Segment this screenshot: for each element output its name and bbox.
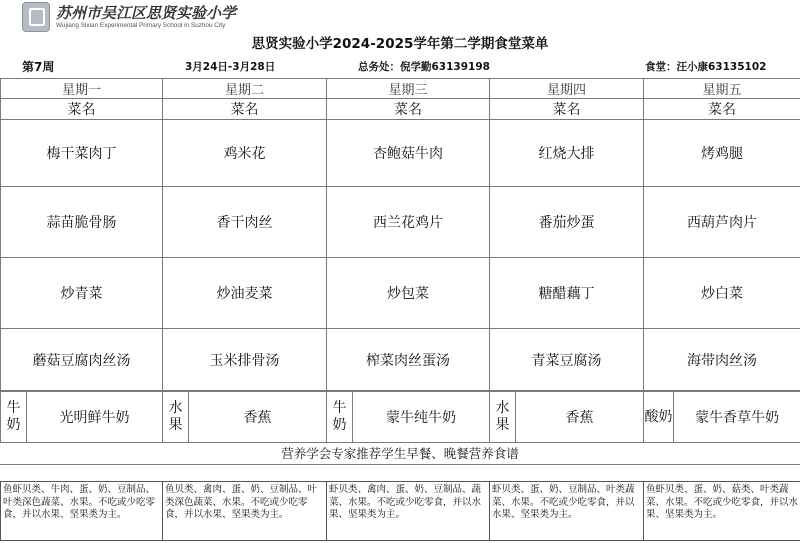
day-header: 星期二 xyxy=(163,79,327,99)
advice-cell: 虾贝类、禽肉、蛋、奶、豆制品、蔬菜、水果。不吃或少吃零食，并以水果、坚果类为主。 xyxy=(327,482,490,541)
dish-cell: 番茄炒蛋 xyxy=(490,187,644,258)
extra-item: 光明鲜牛奶 xyxy=(27,392,163,443)
day-header: 星期五 xyxy=(644,79,800,99)
info-row xyxy=(0,56,800,76)
recommendation-title: 营养学会专家推荐学生早餐、晚餐营养食谱 xyxy=(0,442,800,465)
dish-cell: 蒜苗脆骨肠 xyxy=(1,187,163,258)
dish-cell: 蘑菇豆腐肉丝汤 xyxy=(1,329,163,391)
dish-row xyxy=(1,329,800,391)
extra-item: 香蕉 xyxy=(189,392,327,443)
week-label: 第7周 xyxy=(22,60,55,74)
extra-item: 香蕉 xyxy=(516,392,644,443)
extra-item: 蒙牛纯牛奶 xyxy=(353,392,490,443)
dish-cell: 鸡米花 xyxy=(163,120,327,187)
dish-cell: 烤鸡腿 xyxy=(644,120,800,187)
advice-table xyxy=(0,481,800,541)
dish-cell: 西葫芦肉片 xyxy=(644,187,800,258)
advice-cell: 鱼虾贝类、蛋、奶、菇类、叶类蔬菜、水果。不吃或少吃零食，并以水果、坚果类为主。 xyxy=(644,482,800,541)
dish-cell: 炒包菜 xyxy=(327,258,490,329)
column-header: 菜名 xyxy=(490,99,644,120)
page-title: 思贤实验小学2024-2025学年第二学期食堂菜单 xyxy=(251,36,549,52)
dish-cell: 杏鲍菇牛肉 xyxy=(327,120,490,187)
dish-cell: 青菜豆腐汤 xyxy=(490,329,644,391)
office-contact: 总务处：倪学勤63139198 xyxy=(358,61,490,73)
school-logo-banner xyxy=(0,0,800,34)
dish-cell: 香干肉丝 xyxy=(163,187,327,258)
column-header-row xyxy=(1,99,800,120)
dish-cell: 糖醋藕丁 xyxy=(490,258,644,329)
extra-label: 牛奶 xyxy=(327,392,353,443)
dish-cell: 西兰花鸡片 xyxy=(327,187,490,258)
advice-cell: 鱼贝类、禽肉、蛋、奶、豆制品、叶类深色蔬菜、水果。不吃或少吃零食，并以水果、坚果类为主。 xyxy=(163,482,327,541)
advice-row xyxy=(1,482,800,541)
dish-row xyxy=(1,258,800,329)
day-header: 星期四 xyxy=(490,79,644,99)
canteen-contact: 食堂：汪小康63135102 xyxy=(645,61,767,73)
column-header: 菜名 xyxy=(327,99,490,120)
dish-cell: 炒白菜 xyxy=(644,258,800,329)
dish-row xyxy=(1,187,800,258)
dish-row xyxy=(1,120,800,187)
school-crest-icon xyxy=(22,2,50,32)
dish-cell: 炒油麦菜 xyxy=(163,258,327,329)
day-header: 星期一 xyxy=(1,79,163,99)
extra-item: 蒙牛香草牛奶 xyxy=(674,392,800,443)
day-header: 星期三 xyxy=(327,79,490,99)
column-header: 菜名 xyxy=(1,99,163,120)
date-range: 3月24日-3月28日 xyxy=(185,61,276,73)
dish-cell: 梅干菜肉丁 xyxy=(1,120,163,187)
column-header: 菜名 xyxy=(163,99,327,120)
dish-cell: 榨菜肉丝蛋汤 xyxy=(327,329,490,391)
column-header: 菜名 xyxy=(644,99,800,120)
extra-label: 水果 xyxy=(163,392,189,443)
day-header-row xyxy=(1,79,800,99)
advice-cell: 鱼虾贝类、牛肉、蛋、奶、豆制品、叶类深色蔬菜、水果。不吃或少吃零食，并以水果、坚果类为主。 xyxy=(1,482,163,541)
dish-cell: 红烧大排 xyxy=(490,120,644,187)
advice-cell: 虾贝类、蛋、奶、豆制品、叶类蔬菜、水果。不吃或少吃零食，并以水果、坚果类为主。 xyxy=(490,482,644,541)
extra-label: 牛奶 xyxy=(1,392,27,443)
extra-label: 水果 xyxy=(490,392,516,443)
extras-row xyxy=(1,392,800,443)
dish-cell: 炒青菜 xyxy=(1,258,163,329)
menu-table xyxy=(0,78,800,391)
dish-cell: 玉米排骨汤 xyxy=(163,329,327,391)
extra-label: 酸奶 xyxy=(644,392,674,443)
dish-cell: 海带肉丝汤 xyxy=(644,329,800,391)
school-name: 苏州市吴江区思贤实验小学 xyxy=(56,4,237,22)
school-name-english: Wujiang Sixian Experimental Primary School in Suzhou City xyxy=(56,22,226,29)
extras-table xyxy=(0,391,800,443)
